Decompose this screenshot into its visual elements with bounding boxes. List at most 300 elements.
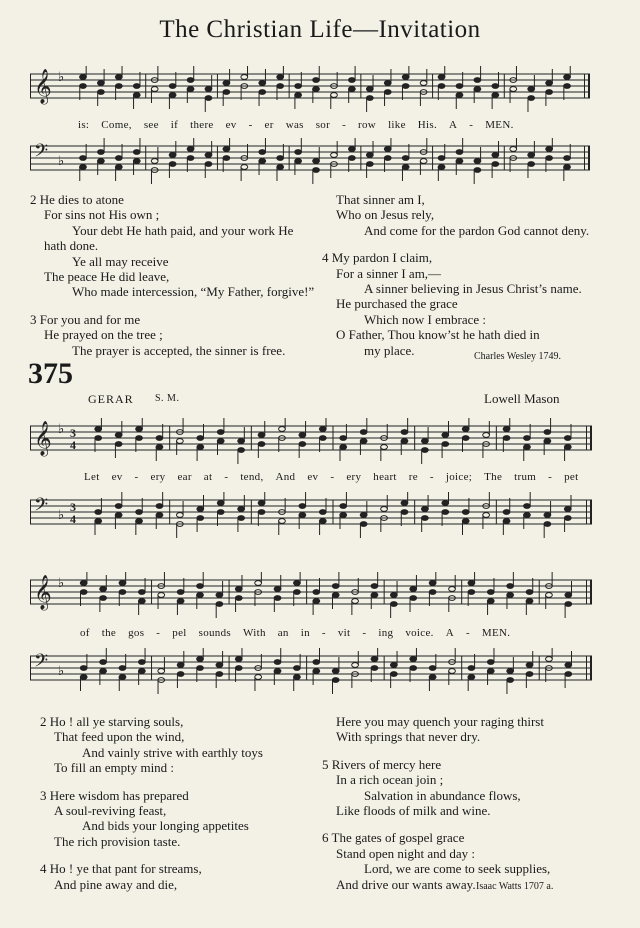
note-head	[340, 513, 347, 518]
note-head	[528, 153, 535, 158]
verses-column-right-375	[322, 714, 592, 892]
verse-line	[40, 803, 310, 818]
note-head	[177, 590, 184, 595]
barline	[30, 500, 31, 524]
note-head	[216, 672, 223, 677]
note-head	[401, 501, 408, 506]
verse-number: 6	[322, 830, 332, 846]
verse-line	[322, 223, 592, 238]
note-head	[216, 593, 223, 598]
note-head	[390, 602, 397, 607]
note-head	[565, 672, 572, 677]
lyric-syllable: And	[275, 471, 296, 483]
note-head	[352, 599, 359, 604]
note-head	[80, 165, 87, 170]
note-head	[176, 439, 183, 444]
note-head	[115, 165, 122, 170]
lyric-syllable: A	[445, 627, 454, 639]
note-head	[100, 596, 107, 601]
flat-icon: ♭	[58, 422, 65, 437]
verse-text: Here you may quench your raging thirst	[336, 714, 544, 729]
verse-text: hath done.	[44, 238, 99, 254]
note-head	[371, 584, 378, 589]
lyric-syllable: like	[388, 119, 406, 131]
note-head	[216, 602, 223, 607]
lyric-syllable: pet	[564, 471, 579, 483]
page-title: The Christian Life—Invitation	[159, 16, 481, 43]
verse-text: Your debt He hath paid, and your work He	[72, 222, 294, 238]
note-head	[255, 581, 262, 586]
lyric-syllable: see	[143, 119, 159, 131]
note-head	[119, 666, 126, 671]
note-head	[319, 510, 326, 515]
note-head	[526, 590, 533, 595]
note-head	[133, 93, 140, 98]
verse-line	[40, 788, 310, 803]
note-head	[169, 153, 176, 158]
note-head	[442, 433, 449, 438]
note-head	[80, 581, 87, 586]
verse-text: Which now I embrace :	[364, 311, 487, 327]
note-head	[483, 513, 490, 518]
flat-icon: ♭	[58, 154, 65, 169]
lyric-syllable: tend,	[240, 471, 264, 483]
note-head	[294, 666, 301, 671]
note-head	[564, 436, 571, 441]
note-head	[187, 87, 194, 92]
verse-number: 3	[30, 311, 40, 327]
note-head	[216, 663, 223, 668]
note-head	[119, 581, 126, 586]
note-head	[177, 663, 184, 668]
verse-text: And vainly strive with earthly toys	[82, 744, 263, 760]
flat-icon: ♭	[58, 664, 65, 679]
note-head	[294, 675, 301, 680]
lyric-syllable: -	[465, 627, 470, 639]
verse-line	[322, 729, 592, 744]
note-head	[205, 87, 212, 92]
note-head	[528, 96, 535, 101]
verse-line	[40, 877, 310, 892]
note-head	[235, 596, 242, 601]
verse-text: Ho ! all ye starving souls,	[49, 714, 184, 729]
verse-text: Here wisdom has prepared	[49, 787, 189, 803]
note-head	[468, 581, 475, 586]
verses-column-left-375	[40, 714, 310, 892]
verse-line	[322, 327, 592, 342]
note-head	[100, 587, 107, 592]
lyric-syllable: Come,	[101, 119, 132, 131]
note-head	[97, 150, 104, 155]
note-head	[133, 150, 140, 155]
note-head	[279, 427, 286, 432]
note-head	[487, 669, 494, 674]
barline	[30, 656, 31, 680]
note-head	[492, 153, 499, 158]
note-head	[138, 599, 145, 604]
note-head	[492, 84, 499, 89]
note-head	[544, 439, 551, 444]
note-head	[371, 666, 378, 671]
lyric-syllable: re	[408, 471, 418, 483]
note-head	[80, 590, 87, 595]
verse-text: Who made intercession, “My Father, forgive!”	[72, 284, 315, 300]
time-signature-icon: 3	[70, 426, 76, 440]
note-head	[95, 436, 102, 441]
note-head	[187, 78, 194, 83]
note-head	[274, 669, 281, 674]
note-head	[100, 660, 107, 665]
note-head	[205, 96, 212, 101]
verse-number: 5	[322, 756, 332, 772]
verse-line	[40, 818, 310, 833]
lyric-syllable: A	[449, 119, 458, 131]
note-head	[177, 672, 184, 677]
note-head	[258, 501, 265, 506]
note-head	[313, 168, 320, 173]
verse-line	[30, 312, 310, 327]
verse-line	[40, 861, 310, 876]
note-head	[138, 590, 145, 595]
lyric-syllable: voice.	[405, 627, 434, 639]
note-head	[80, 84, 87, 89]
note-head	[299, 442, 306, 447]
note-head	[474, 159, 481, 164]
note-head	[313, 599, 320, 604]
verse-line	[322, 312, 592, 327]
note-head	[503, 519, 510, 524]
note-head	[205, 162, 212, 167]
note-head	[510, 87, 517, 92]
barline	[590, 426, 592, 450]
bass-staff-system-3	[30, 648, 592, 700]
verse-text: He dies to atone	[39, 192, 124, 207]
verse-text: The rich provision taste.	[54, 833, 181, 849]
verse-text: Rivers of mercy here	[331, 756, 442, 772]
lyric-syllable: ery	[150, 471, 166, 483]
note-head	[366, 153, 373, 158]
note-head	[115, 84, 122, 89]
time-signature-icon: 4	[70, 438, 76, 452]
note-head	[546, 593, 553, 598]
verse-number: 2	[30, 192, 40, 207]
note-head	[158, 593, 165, 598]
note-head	[366, 87, 373, 92]
note-head	[97, 159, 104, 164]
lyric-syllable: -	[321, 627, 326, 639]
attribution-375: Isaac Watts 1707 a.	[476, 881, 554, 892]
lyric-syllable: ing	[378, 627, 394, 639]
note-head	[299, 504, 306, 509]
note-head	[564, 75, 571, 80]
verse-text: For a sinner I am,—	[336, 265, 442, 281]
verse-number: 2	[40, 714, 50, 729]
verse-text: A sinner believing in Jesus Christ’s name.	[364, 280, 582, 296]
note-head	[421, 448, 428, 453]
note-head	[332, 669, 339, 674]
lyrics-line-2	[84, 471, 590, 483]
note-head	[468, 666, 475, 671]
note-head	[456, 159, 463, 164]
verse-text: That feed upon the wind,	[54, 729, 185, 745]
lyric-syllable: With	[242, 627, 266, 639]
lyric-syllable: -	[134, 471, 139, 483]
verse-text: And come for the pardon God cannot deny.	[364, 222, 590, 238]
barline	[590, 656, 592, 680]
note-head	[442, 510, 449, 515]
note-head	[332, 678, 339, 683]
note-head	[526, 599, 533, 604]
note-head	[462, 427, 469, 432]
note-head	[429, 666, 436, 671]
barline	[30, 580, 31, 604]
note-head	[360, 430, 367, 435]
lyric-syllable: ery	[346, 471, 362, 483]
lyric-syllable: ear	[177, 471, 192, 483]
note-head	[410, 596, 417, 601]
note-head	[492, 162, 499, 167]
verse-text: The prayer is accepted, the sinner is free.	[72, 342, 286, 358]
note-head	[438, 165, 445, 170]
note-head	[462, 436, 469, 441]
note-head	[420, 159, 427, 164]
note-head	[138, 669, 145, 674]
note-head	[197, 657, 204, 662]
note-head	[136, 436, 143, 441]
note-head	[507, 584, 514, 589]
note-head	[319, 427, 326, 432]
note-head	[115, 513, 122, 518]
note-head	[274, 596, 281, 601]
note-head	[390, 593, 397, 598]
note-head	[546, 156, 553, 161]
note-head	[401, 439, 408, 444]
lyrics-line-3	[80, 627, 522, 639]
lyric-syllable: -	[429, 471, 434, 483]
lyrics-line-1	[78, 119, 526, 131]
note-head	[456, 150, 463, 155]
note-head	[197, 445, 204, 450]
note-head	[115, 75, 122, 80]
note-head	[95, 519, 102, 524]
note-head	[259, 150, 266, 155]
verse-text: O Father, Thou know’st he hath died in	[336, 327, 540, 343]
barline	[30, 426, 31, 450]
note-head	[421, 516, 428, 521]
lyric-syllable: -	[469, 119, 474, 131]
verse-text: And pine away and die,	[54, 876, 178, 892]
composer: Lowell Mason	[484, 391, 560, 406]
note-head	[449, 669, 456, 674]
note-head	[115, 156, 122, 161]
note-head	[295, 159, 302, 164]
verse-text: my place.	[364, 342, 415, 358]
note-head	[217, 439, 224, 444]
verse-text: Who on Jesus rely,	[336, 207, 435, 223]
lyric-syllable: was	[285, 119, 304, 131]
note-head	[449, 587, 456, 592]
note-head	[187, 147, 194, 152]
note-head	[420, 81, 427, 86]
note-head	[133, 84, 140, 89]
note-head	[97, 90, 104, 95]
note-head	[115, 504, 122, 509]
note-head	[197, 593, 204, 598]
note-head	[331, 93, 338, 98]
note-head	[390, 672, 397, 677]
flat-icon: ♭	[58, 508, 65, 523]
verses-column-right	[322, 192, 592, 358]
verse-line	[30, 284, 315, 300]
note-head	[507, 669, 514, 674]
note-head	[136, 519, 143, 524]
note-head	[474, 168, 481, 173]
bass-clef-icon: 𝄢	[34, 651, 49, 676]
verse-line	[40, 714, 310, 729]
flat-icon: ♭	[58, 70, 65, 85]
note-head	[156, 504, 163, 509]
note-head	[544, 430, 551, 435]
note-head	[340, 504, 347, 509]
note-head	[402, 156, 409, 161]
note-head	[136, 427, 143, 432]
note-head	[360, 439, 367, 444]
note-head	[238, 507, 245, 512]
note-head	[565, 602, 572, 607]
treble-clef-icon: 𝄞	[34, 575, 52, 610]
bass-staff-system-2	[30, 492, 592, 544]
note-head	[524, 436, 531, 441]
note-head	[313, 660, 320, 665]
note-head	[223, 81, 230, 86]
note-head	[390, 663, 397, 668]
verse-line	[30, 343, 310, 358]
note-head	[528, 87, 535, 92]
note-head	[384, 90, 391, 95]
note-head	[402, 84, 409, 89]
flat-icon: ♭	[58, 576, 65, 591]
verse-text: To fill an empty mind :	[54, 760, 175, 776]
note-head	[217, 501, 224, 506]
verse-line	[322, 296, 592, 311]
note-head	[133, 159, 140, 164]
verse-text: Lord, we are come to seek supplies,	[364, 861, 551, 877]
lyric-syllable: -	[342, 119, 347, 131]
verse-text: The peace He did leave,	[44, 268, 170, 284]
treble-staff-system-1	[30, 66, 590, 118]
note-head	[138, 660, 145, 665]
note-head	[259, 81, 266, 86]
note-head	[95, 427, 102, 432]
note-head	[277, 156, 284, 161]
tune-name: GERAR	[88, 392, 134, 406]
note-head	[442, 501, 449, 506]
verse-line	[322, 757, 592, 772]
note-head	[487, 660, 494, 665]
verse-text: He purchased the grace	[336, 296, 458, 312]
note-head	[524, 513, 531, 518]
note-head	[156, 436, 163, 441]
note-head	[381, 445, 388, 450]
barline	[30, 146, 31, 170]
verse-text: The gates of gospel grace	[331, 830, 465, 846]
note-head	[348, 147, 355, 152]
note-head	[169, 84, 176, 89]
verse-line	[30, 254, 310, 269]
note-head	[156, 513, 163, 518]
note-head	[544, 522, 551, 527]
note-head	[197, 507, 204, 512]
lyric-syllable: of	[80, 627, 90, 639]
verse-number: 4	[322, 250, 332, 266]
note-head	[438, 84, 445, 89]
note-head	[279, 519, 286, 524]
note-head	[197, 666, 204, 671]
note-head	[223, 90, 230, 95]
verse-line	[322, 281, 592, 296]
note-head	[313, 87, 320, 92]
note-head	[313, 78, 320, 83]
note-head	[241, 165, 248, 170]
lyric-syllable: row	[358, 119, 377, 131]
note-head	[429, 581, 436, 586]
lyric-syllable: vit	[337, 627, 351, 639]
note-head	[462, 519, 469, 524]
verse-line	[40, 760, 310, 775]
lyric-syllable: trum	[514, 471, 537, 483]
note-head	[238, 439, 245, 444]
note-head	[319, 436, 326, 441]
lyric-syllable: ev	[307, 471, 319, 483]
hymn-number: 375	[28, 357, 73, 390]
verse-line	[322, 803, 592, 818]
note-head	[401, 430, 408, 435]
verse-text: Salvation in abundance flows,	[364, 787, 521, 803]
verse-text: For you and for me	[39, 311, 141, 327]
note-head	[456, 93, 463, 98]
note-head	[546, 147, 553, 152]
note-head	[151, 159, 158, 164]
note-head	[402, 75, 409, 80]
verse-text: He prayed on the tree ;	[44, 327, 163, 343]
note-head	[299, 513, 306, 518]
note-head	[564, 165, 571, 170]
barline	[590, 580, 592, 604]
note-head	[169, 93, 176, 98]
note-head	[384, 156, 391, 161]
note-head	[259, 159, 266, 164]
note-head	[187, 156, 194, 161]
verse-text: Like floods of milk and wine.	[336, 802, 491, 818]
note-head	[348, 87, 355, 92]
lyric-syllable: sor	[315, 119, 331, 131]
note-head	[366, 96, 373, 101]
note-head	[410, 587, 417, 592]
verse-line	[322, 714, 592, 729]
note-head	[474, 78, 481, 83]
bass-clef-icon: 𝄢	[34, 495, 49, 520]
note-head	[348, 78, 355, 83]
note-head	[259, 90, 266, 95]
verse-line	[322, 266, 592, 281]
note-head	[371, 657, 378, 662]
note-head	[119, 590, 126, 595]
note-head	[80, 75, 87, 80]
note-head	[238, 448, 245, 453]
note-head	[526, 672, 533, 677]
treble-clef-icon: 𝄞	[34, 421, 52, 456]
verse-text: My pardon I claim,	[331, 250, 433, 266]
